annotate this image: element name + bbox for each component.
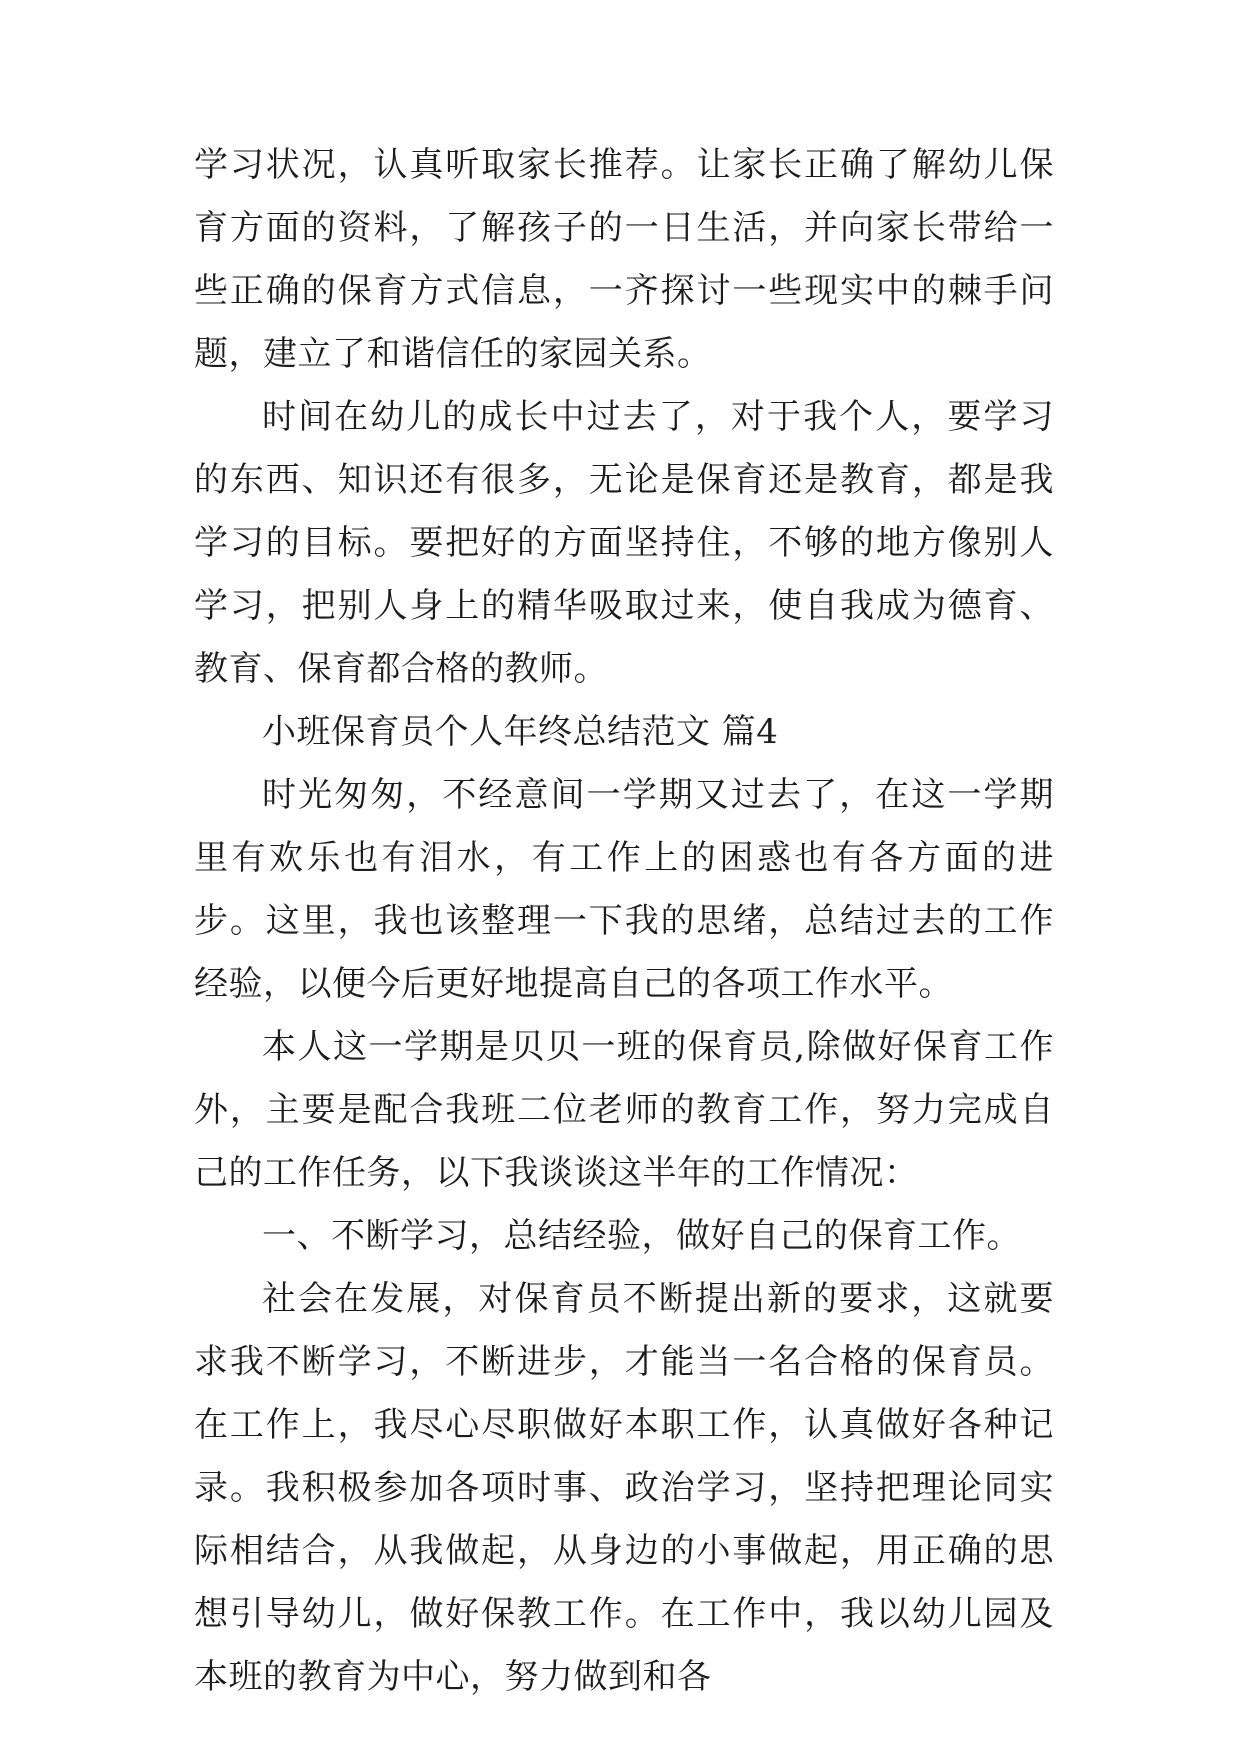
paragraph-3: 时光匆匆，不经意间一学期又过去了，在这一学期里有欢乐也有泪水，有工作上的困惑也有各方面的进步。这里，我也该整理一下我的思绪，总结过去的工作经验，以便今后更好地提高自己的各项工作水平。 <box>194 775 1054 1004</box>
paragraph-1: 学习状况，认真听取家长推荐。让家长正确了解幼儿保育方面的资料，了解孩子的一日生活，并向家长带给一些正确的保育方式信息，一齐探讨一些现实中的棘手问题，建立了和谐信任的家园关系。 <box>194 145 1054 374</box>
document-body <box>194 134 1054 1709</box>
subheading-1: 一、不断学习，总结经验，做好自己的保育工作。 <box>262 1216 1021 1256</box>
paragraph-5: 社会在发展，对保育员不断提出新的要求，这就要求我不断学习，不断进步，才能当一名合格的保育员。在工作上，我尽心尽职做好本职工作，认真做好各种记录。我积极参加各项时事、政治学习，坚持把理论同实际相结合，从我做起，从身边的小事做起，用正确的思想引导幼儿，做好保教工作。在工作中，我以幼儿园及本班的教育为中心，努力做到和各 <box>194 1279 1054 1697</box>
paragraph-2: 时间在幼儿的成长中过去了，对于我个人，要学习的东西、知识还有很多，无论是保育还是教育，都是我学习的目标。要把好的方面坚持住，不够的地方像别人学习，把别人身上的精华吸取过来，使自我成为德育、教育、保育都合格的教师。 <box>194 397 1054 689</box>
paragraph-4: 本人这一学期是贝贝一班的保育员,除做好保育工作外，主要是配合我班二位老师的教育工作，努力完成自己的工作任务，以下我谈谈这半年的工作情况： <box>194 1027 1054 1193</box>
section-heading: 小班保育员个人年终总结范文 篇4 <box>262 712 779 752</box>
